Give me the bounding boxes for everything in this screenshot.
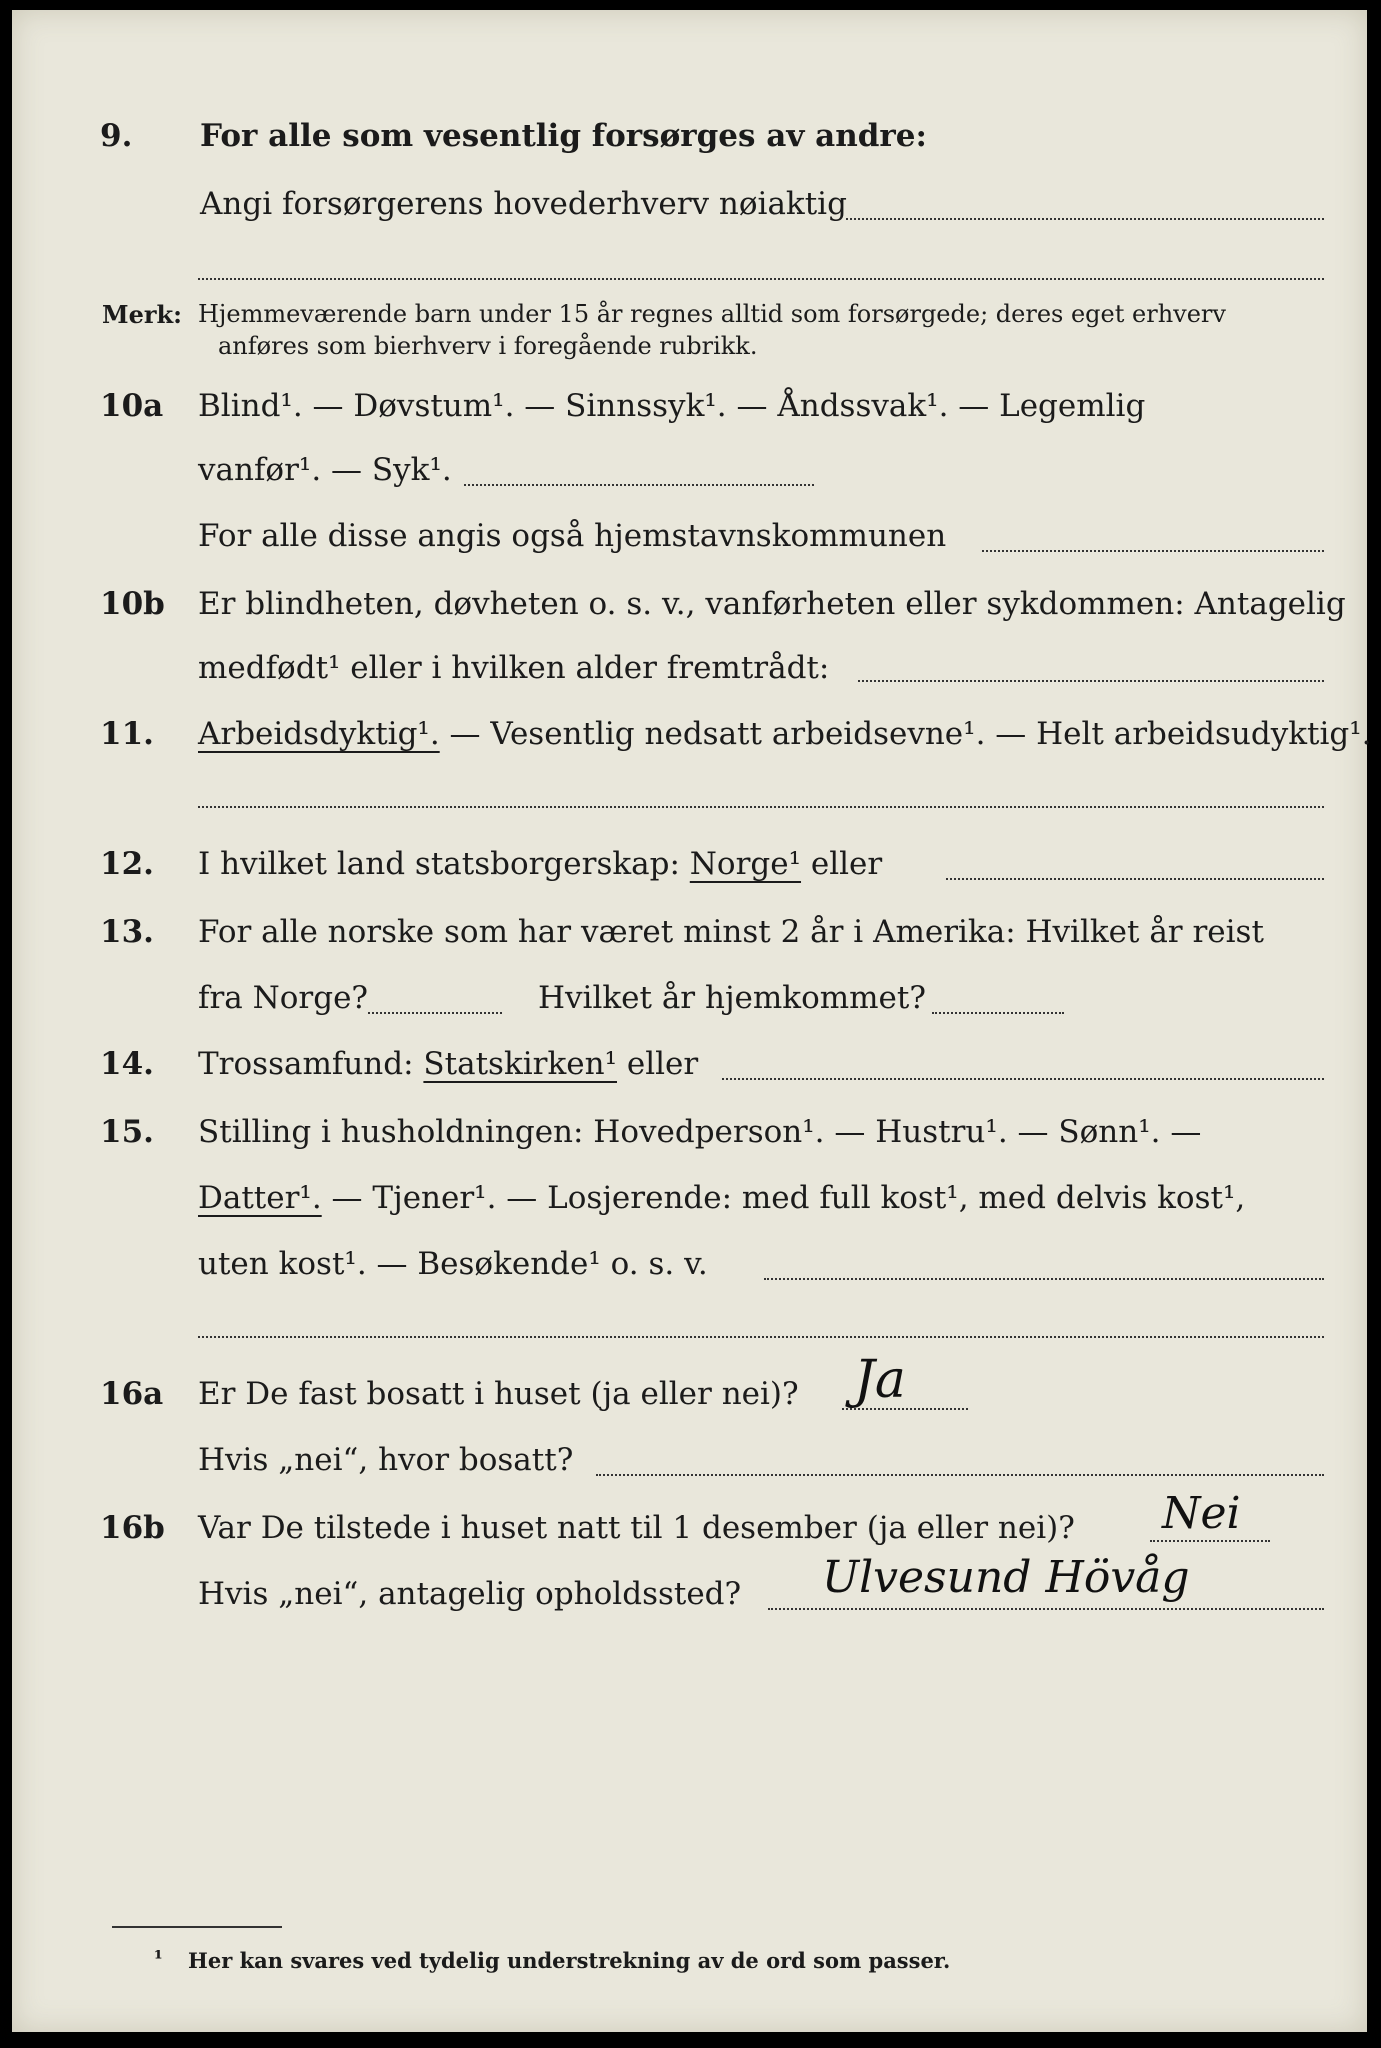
q12-post: eller [801,846,883,882]
q10a-number: 10a [100,388,164,424]
q15-line3: uten kost¹. — Besøkende¹ o. s. v. [198,1246,708,1282]
q16a-answer-line[interactable] [842,1408,968,1410]
q15-line2-rest: — Tjener¹. — Losjerende: med full kost¹, med delvis kost¹, [321,1180,1246,1216]
q13-number: 13. [100,914,154,950]
form-page [12,10,1372,2032]
q13-line1: For alle norske som har været minst 2 år i Amerika: Hvilket år reist [198,914,1264,950]
q12-option-norge[interactable]: Norge¹ [689,846,802,882]
q16a-line1: Er De fast bosatt i huset (ja eller nei)? [198,1376,799,1412]
q10a-line1: Blind¹. — Døvstum¹. — Sinnssyk¹. — Åndssvak¹. — Legemlig [198,388,1146,424]
q10a-line3: For alle disse angis også hjemstavnskommunen [198,518,947,554]
q12-line [198,846,882,882]
merk-line2: anføres som bierhverv i foregående rubrikk. [218,332,758,360]
q9-number: 9. [100,118,133,154]
q16a-number: 16a [100,1376,164,1412]
q11-rest: — Vesentlig nedsatt arbeidsevne¹. — Helt arbeidsudyktig¹. [439,716,1372,752]
q10b-answer-line[interactable] [858,680,1324,682]
footnote-mark: ¹ [154,1946,163,1970]
q16b-answer-line[interactable] [1150,1540,1270,1542]
q14-pre: Trossamfund: [198,1046,424,1082]
q16b-answer-handwritten[interactable]: Nei [1162,1488,1241,1539]
q10b-number: 10b [100,586,165,622]
footnote-text: Her kan svares ved tydelig understrekning av de ord som passer. [188,1948,951,1973]
footnote-rule [112,1926,282,1928]
q13-line2b: Hvilket år hjemkommet? [538,980,926,1016]
q13-line2a: fra Norge? [198,980,369,1016]
q9-answer-line-2[interactable] [198,278,1324,280]
q13-reist-line[interactable] [368,1012,502,1014]
q15-number: 15. [100,1114,154,1150]
q9-line1: Angi forsørgerens hovederhverv nøiaktig [200,186,847,222]
q10b-line2: medfødt¹ eller i hvilken alder fremtrådt: [198,650,830,686]
q16b-line1: Var De tilstede i huset natt til 1 desember (ja eller nei)? [198,1510,1075,1546]
q12-pre: I hvilket land statsborgerskap: [198,846,690,882]
q14-option-statskirken[interactable]: Statskirken¹ [423,1046,617,1082]
q16a-answer-handwritten[interactable]: Ja [854,1350,906,1410]
q16a-line2: Hvis „nei“, hvor bosatt? [198,1442,574,1478]
q11-number: 11. [100,716,154,752]
q10a-answer-line[interactable] [464,484,814,486]
q16b-number: 16b [100,1510,165,1546]
q16b-opholdssted-handwritten[interactable]: Ulvesund Hövåg [822,1552,1190,1603]
merk-line1: Hjemmeværende barn under 15 år regnes alltid som forsørgede; deres eget erhverv [198,300,1226,328]
q10a-line2: vanfør¹. — Syk¹. [198,452,452,488]
q14-line [198,1046,698,1082]
q12-answer-line[interactable] [946,878,1324,880]
q11-option-arbeidsdyktig[interactable]: Arbeidsdyktig¹. [198,716,440,752]
q15-answer-line[interactable] [764,1278,1324,1280]
q12-number: 12. [100,846,154,882]
q14-number: 14. [100,1046,154,1082]
q9-title: For alle som vesentlig forsørges av andre: [200,118,927,154]
q10b-line1: Er blindheten, døvheten o. s. v., vanførheten eller sykdommen: Antagelig [198,586,1346,622]
q15-option-datter[interactable]: Datter¹. [198,1180,322,1216]
q13-hjemkommet-line[interactable] [932,1012,1064,1014]
merk-label: Merk: [102,300,182,329]
q10a-kommune-line[interactable] [982,550,1324,552]
q15-answer-line-2[interactable] [198,1336,1324,1338]
q16b-line2: Hvis „nei“, antagelig opholdssted? [198,1576,742,1612]
q15-line2 [198,1180,1245,1216]
q11-line [198,716,1372,752]
q11-answer-line[interactable] [198,806,1324,808]
q15-line1: Stilling i husholdningen: Hovedperson¹. — Hustru¹. — Sønn¹. — [198,1114,1202,1150]
q14-answer-line[interactable] [722,1078,1324,1080]
q9-answer-line[interactable] [846,218,1324,220]
q14-post: eller [617,1046,699,1082]
q16b-opholdssted-line[interactable] [768,1608,1324,1610]
q16a-bosatt-line[interactable] [596,1474,1324,1476]
